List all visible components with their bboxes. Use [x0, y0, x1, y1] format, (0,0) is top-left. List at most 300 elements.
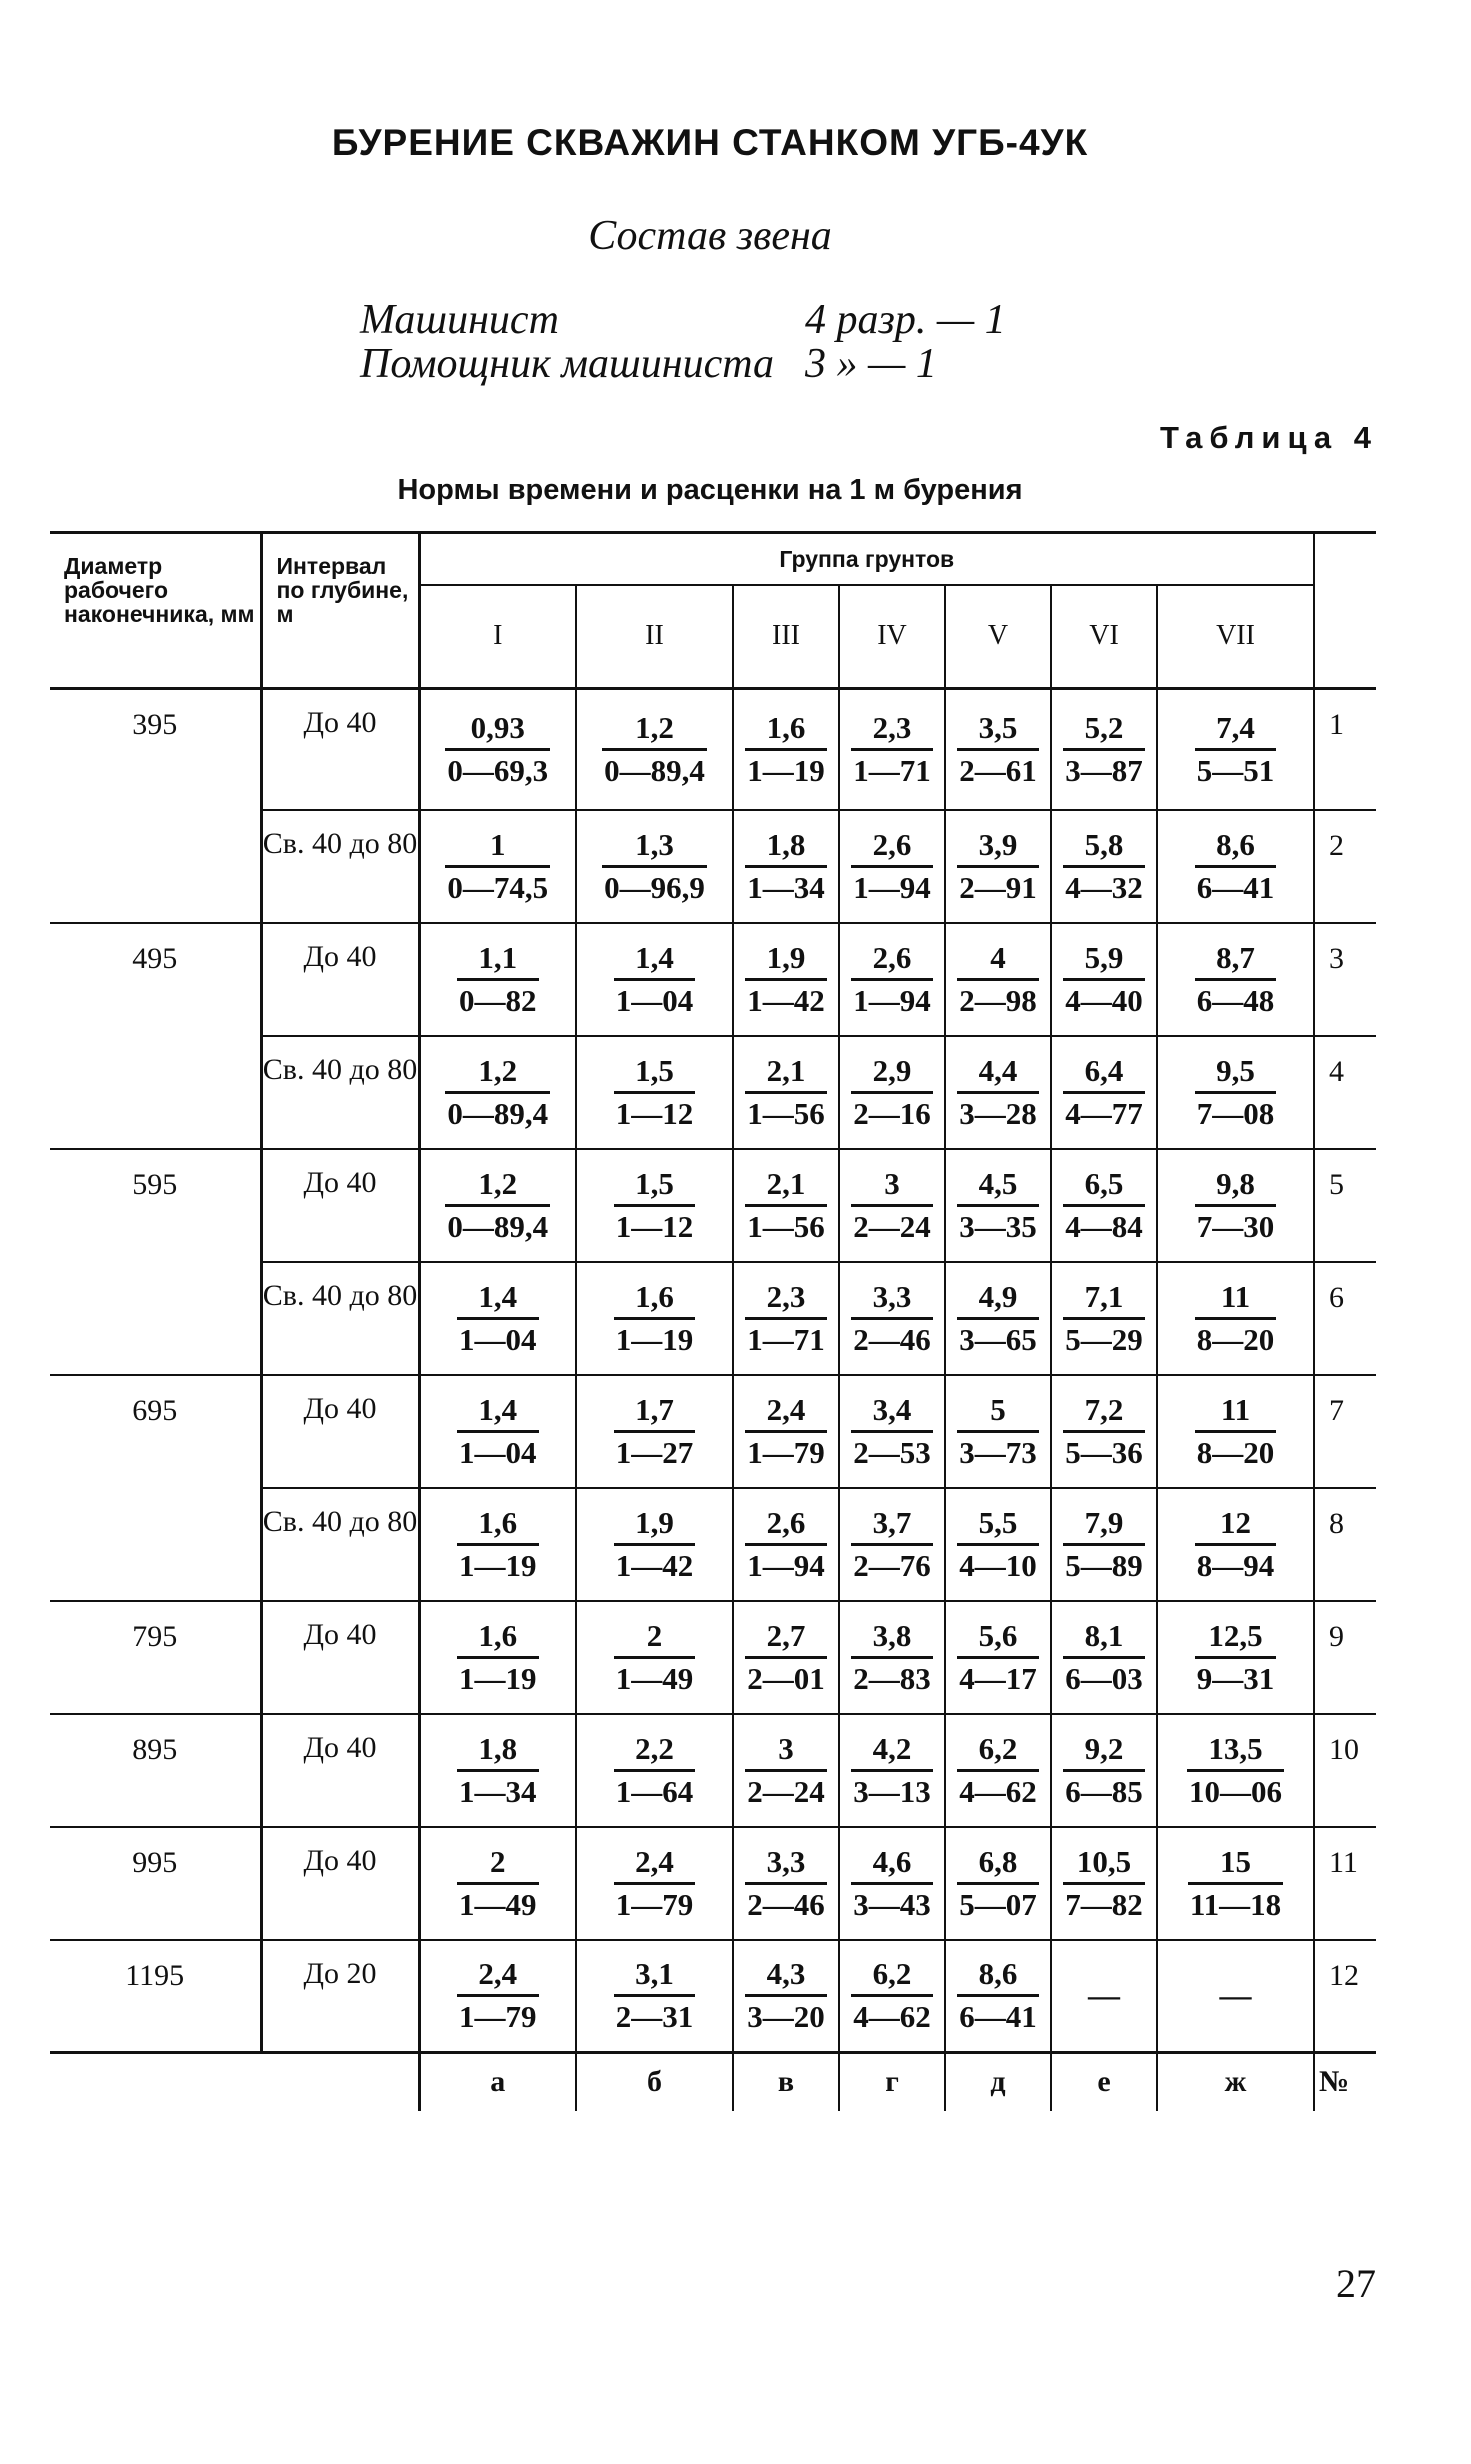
norm-cell [733, 1940, 839, 2053]
fraction [614, 1390, 696, 1473]
row-number: 11 [1314, 1827, 1376, 1940]
fraction [1195, 825, 1277, 908]
diameter-cell: 395 [50, 689, 261, 810]
fraction [602, 825, 707, 908]
fraction [851, 1164, 933, 1247]
norm-cell [1157, 1375, 1314, 1488]
rate: 1—94 [853, 982, 931, 1018]
table-row [50, 1262, 1376, 1375]
fraction [745, 1729, 827, 1812]
rate: 2—83 [853, 1660, 931, 1696]
rate: 6—03 [1065, 1660, 1143, 1696]
row-number: 12 [1314, 1940, 1376, 2053]
time-norm: 1,9 [614, 1503, 696, 1546]
rate: 1—42 [747, 982, 825, 1018]
norm-cell [733, 810, 839, 923]
norm-cell [839, 1036, 945, 1149]
norm-cell [733, 923, 839, 1036]
fraction [745, 1616, 827, 1699]
norm-cell [419, 1036, 576, 1149]
time-norm: 5,8 [1063, 825, 1145, 868]
rate: 3—13 [853, 1773, 931, 1809]
soil-group-3: III [733, 585, 839, 689]
rate: 1—79 [615, 1886, 694, 1922]
norm-cell [945, 1827, 1051, 1940]
crew-grade-2: 3 » — 1 [805, 341, 937, 387]
time-norm: 8,6 [1195, 825, 1277, 868]
norm-cell [576, 1488, 733, 1601]
interval-cell: До 40 [261, 689, 419, 810]
fraction [1195, 1503, 1277, 1586]
norm-cell [576, 810, 733, 923]
norm-cell [945, 1149, 1051, 1262]
time-norm: 3,7 [851, 1503, 933, 1546]
fraction [614, 1503, 696, 1586]
interval-cell: Св. 40 до 80 [261, 1262, 419, 1375]
norm-cell [945, 1940, 1051, 2053]
fraction [614, 1051, 696, 1134]
norm-cell [419, 1940, 576, 2053]
norm-cell [1051, 689, 1157, 810]
norm-cell [945, 1036, 1051, 1149]
interval-cell: Св. 40 до 80 [261, 810, 419, 923]
number-sign: № [1319, 2065, 1350, 2099]
rate: 1—19 [747, 752, 825, 788]
norm-cell [1051, 1149, 1157, 1262]
fraction [457, 1842, 539, 1925]
time-norm: 3,4 [851, 1390, 933, 1433]
fraction [745, 1164, 827, 1247]
norm-cell [733, 1827, 839, 1940]
time-norm: 15 [1188, 1842, 1283, 1885]
rate: 2—46 [853, 1321, 931, 1357]
norm-cell [576, 1714, 733, 1827]
diameter-header: Диаметр рабочего наконечника, мм [50, 533, 261, 689]
fraction [851, 708, 933, 791]
time-norm: 2,7 [745, 1616, 827, 1659]
fraction [445, 708, 550, 791]
fraction [1063, 1503, 1145, 1586]
norm-cell [733, 689, 839, 810]
rate: 7—08 [1196, 1095, 1275, 1131]
norm-cell [1157, 1601, 1314, 1714]
time-norm: 5 [957, 1390, 1039, 1433]
time-norm: 7,9 [1063, 1503, 1145, 1546]
rate: 1—12 [615, 1208, 694, 1244]
time-norm: 5,6 [957, 1616, 1039, 1659]
time-norm: 8,1 [1063, 1616, 1145, 1659]
soil-group-header: Группа грунтов [419, 533, 1314, 585]
time-norm: 1,4 [457, 1277, 539, 1320]
diameter-cell: 795 [50, 1601, 261, 1714]
norm-cell [576, 1036, 733, 1149]
crew-grade-1: 4 разр. — 1 [805, 297, 1006, 343]
fraction [745, 1390, 827, 1473]
diameter-cell: 895 [50, 1714, 261, 1827]
rate: 2—01 [747, 1660, 825, 1696]
table-number: Таблица 4 [1159, 420, 1378, 455]
rate: 3—87 [1065, 752, 1143, 788]
column-letters-row [50, 2053, 1376, 2111]
norm-cell [576, 689, 733, 810]
norm-cell [839, 1940, 945, 2053]
interval-cell: До 40 [261, 1714, 419, 1827]
norm-cell [1051, 1375, 1157, 1488]
crew-role-2: Помощник машиниста [360, 341, 775, 387]
norm-cell [1051, 1827, 1157, 1940]
interval-cell: Св. 40 до 80 [261, 1036, 419, 1149]
norm-cell [1051, 923, 1157, 1036]
time-norm: 3,9 [957, 825, 1039, 868]
rate: 1—34 [459, 1773, 537, 1809]
fraction [957, 825, 1039, 908]
fraction [851, 1954, 933, 2037]
rate: 1—94 [747, 1547, 825, 1583]
time-norm: 8,7 [1195, 938, 1277, 981]
time-norm: 5,5 [957, 1503, 1039, 1546]
fraction [1195, 1616, 1277, 1699]
time-norm: 6,2 [851, 1954, 933, 1997]
rate: 2—24 [853, 1208, 931, 1244]
time-norm: 4 [957, 938, 1039, 981]
soil-group-4: IV [839, 585, 945, 689]
row-number: 6 [1314, 1262, 1376, 1375]
fraction [851, 1842, 933, 1925]
norm-cell [576, 1262, 733, 1375]
fraction [957, 1842, 1039, 1925]
fraction [1195, 1390, 1277, 1473]
rate: 3—35 [959, 1208, 1037, 1244]
rate: 5—07 [959, 1886, 1037, 1922]
norm-cell [839, 1262, 945, 1375]
time-norm: 2,1 [745, 1164, 827, 1207]
norm-cell [733, 1149, 839, 1262]
rate: 1—64 [615, 1773, 694, 1809]
norm-cell [733, 1488, 839, 1601]
interval-header: Интервал по глубине, м [261, 533, 419, 689]
norm-cell [419, 923, 576, 1036]
row-number: 5 [1314, 1149, 1376, 1262]
column-letter: д [945, 2053, 1051, 2111]
norm-cell [419, 1601, 576, 1714]
soil-group-6: VI [1051, 585, 1157, 689]
norm-cell [1051, 1714, 1157, 1827]
rate: 2—76 [853, 1547, 931, 1583]
norm-cell [576, 1601, 733, 1714]
norm-cell [576, 1940, 733, 2053]
fraction [745, 1277, 827, 1360]
time-norm: 4,6 [851, 1842, 933, 1885]
rate: 8—20 [1196, 1434, 1275, 1470]
diameter-cell: 695 [50, 1375, 261, 1488]
norm-cell [419, 1149, 576, 1262]
time-norm: 1,4 [614, 938, 696, 981]
time-norm: 4,2 [851, 1729, 933, 1772]
interval-cell: До 40 [261, 1827, 419, 1940]
footer-blank [261, 2053, 419, 2111]
table-row [50, 810, 1376, 923]
table-row [50, 1601, 1376, 1714]
time-norm: 3,8 [851, 1616, 933, 1659]
time-norm: 9,5 [1195, 1051, 1277, 1094]
norm-cell [839, 1601, 945, 1714]
fraction [1187, 1729, 1284, 1812]
rate: 4—40 [1065, 982, 1143, 1018]
time-norm: 3,5 [957, 708, 1039, 751]
norm-cell [1157, 1262, 1314, 1375]
fraction [851, 1503, 933, 1586]
row-number: 2 [1314, 810, 1376, 923]
fraction [1063, 1842, 1145, 1925]
fraction [602, 708, 707, 791]
norm-cell [1157, 923, 1314, 1036]
fraction [851, 1616, 933, 1699]
norm-cell [733, 1714, 839, 1827]
norm-cell [576, 1827, 733, 1940]
time-norm: 5,9 [1063, 938, 1145, 981]
fraction [1063, 938, 1145, 1021]
rate: 4—17 [959, 1660, 1037, 1696]
rate: 1—49 [615, 1660, 694, 1696]
fraction [957, 1503, 1039, 1586]
norm-cell [576, 923, 733, 1036]
fraction [445, 1164, 550, 1247]
time-norm: 2,6 [851, 825, 933, 868]
time-norm: 3 [745, 1729, 827, 1772]
norm-cell [419, 1827, 576, 1940]
rate: 0—89,4 [447, 1208, 549, 1244]
table-caption: Нормы времени и расценки на 1 м бурения [397, 474, 1023, 506]
rate: 2—61 [959, 752, 1037, 788]
time-norm: 2,4 [614, 1842, 696, 1885]
time-norm: 9,8 [1195, 1164, 1277, 1207]
fraction [1063, 1616, 1145, 1699]
rate: 2—91 [959, 869, 1037, 905]
norm-cell [945, 1375, 1051, 1488]
diameter-cell: 495 [50, 923, 261, 1036]
time-norm: 1,2 [445, 1051, 550, 1094]
norms-table [50, 531, 1376, 2111]
rate: 0—82 [459, 982, 537, 1018]
crew-role-1: Машинист [360, 297, 559, 343]
norm-cell [1157, 1827, 1314, 1940]
crew-heading: Состав звена [588, 213, 832, 259]
rate: 4—77 [1065, 1095, 1143, 1131]
time-norm: 1,6 [457, 1616, 539, 1659]
fraction [957, 1277, 1039, 1360]
row-number: 10 [1314, 1714, 1376, 1827]
time-norm: 4,9 [957, 1277, 1039, 1320]
time-norm: 1,5 [614, 1051, 696, 1094]
fraction [1195, 1164, 1277, 1247]
soil-group-2: II [576, 585, 733, 689]
norm-cell [945, 689, 1051, 810]
table-row [50, 923, 1376, 1036]
rate: 1—34 [747, 869, 825, 905]
diameter-cell [50, 1036, 261, 1149]
norm-cell [945, 1262, 1051, 1375]
time-norm: 1,1 [457, 938, 539, 981]
row-number: 4 [1314, 1036, 1376, 1149]
rate: 1—27 [615, 1434, 694, 1470]
rate: 0—89,4 [447, 1095, 549, 1131]
table-row [50, 1827, 1376, 1940]
table-row [50, 1149, 1376, 1262]
rate: 4—62 [959, 1773, 1037, 1809]
footer-blank [50, 2053, 261, 2111]
time-norm: 1,3 [602, 825, 707, 868]
time-norm: 4,3 [745, 1954, 827, 1997]
norm-cell [945, 810, 1051, 923]
column-letter: б [576, 2053, 733, 2111]
fraction [614, 938, 696, 1021]
norm-cell [945, 923, 1051, 1036]
time-norm: 1,5 [614, 1164, 696, 1207]
number-header-blank [1314, 533, 1376, 689]
rate: 3—73 [959, 1434, 1037, 1470]
time-norm: 2,3 [851, 708, 933, 751]
norm-cell [576, 1149, 733, 1262]
time-norm: 7,1 [1063, 1277, 1145, 1320]
norm-cell [945, 1601, 1051, 1714]
fraction [457, 1729, 539, 1812]
time-norm: 1 [445, 825, 550, 868]
fraction [1063, 1390, 1145, 1473]
norm-cell [419, 1714, 576, 1827]
time-norm: 4,4 [957, 1051, 1039, 1094]
table-row [50, 689, 1376, 810]
page-title: БУРЕНИЕ СКВАЖИН СТАНКОМ УГБ-4УК [331, 122, 1089, 163]
fraction [457, 1616, 539, 1699]
fraction [957, 1729, 1039, 1812]
fraction [1195, 1051, 1277, 1134]
time-norm: 10,5 [1063, 1842, 1145, 1885]
rate: 7—30 [1196, 1208, 1275, 1244]
time-norm: 1,6 [745, 708, 827, 751]
fraction [1063, 1729, 1145, 1812]
diameter-cell: 995 [50, 1827, 261, 1940]
interval-cell: До 40 [261, 1149, 419, 1262]
norm-cell [839, 810, 945, 923]
fraction [851, 1390, 933, 1473]
norm-cell [839, 1488, 945, 1601]
fraction [1063, 708, 1145, 791]
row-number: 7 [1314, 1375, 1376, 1488]
norm-cell [1051, 1940, 1157, 2053]
rate: 10—06 [1189, 1773, 1282, 1809]
norm-cell [1157, 1149, 1314, 1262]
rate: 1—42 [615, 1547, 694, 1583]
fraction [445, 1051, 550, 1134]
column-letter: ж [1157, 2053, 1314, 2111]
norm-cell [839, 923, 945, 1036]
rate: 1—04 [615, 982, 694, 1018]
fraction [614, 1616, 696, 1699]
rate: 6—85 [1065, 1773, 1143, 1809]
norm-cell [1157, 1714, 1314, 1827]
time-norm: 1,6 [457, 1503, 539, 1546]
rate: 0—69,3 [447, 752, 549, 788]
time-norm: 9,2 [1063, 1729, 1145, 1772]
fraction [1063, 1164, 1145, 1247]
interval-cell: До 40 [261, 923, 419, 1036]
norm-cell [1051, 1036, 1157, 1149]
time-norm: 2,4 [745, 1390, 827, 1433]
fraction [957, 1616, 1039, 1699]
fraction [457, 1503, 539, 1586]
norm-cell [1157, 689, 1314, 810]
norm-cell [733, 1375, 839, 1488]
rate: 4—84 [1065, 1208, 1143, 1244]
diameter-cell [50, 1488, 261, 1601]
rate: 0—74,5 [447, 869, 549, 905]
norm-cell [1051, 1601, 1157, 1714]
fraction [957, 1051, 1039, 1134]
fraction [614, 1842, 696, 1925]
diameter-cell [50, 810, 261, 923]
norm-cell [839, 1827, 945, 1940]
fraction [1063, 1277, 1145, 1360]
norm-cell [1157, 1488, 1314, 1601]
norm-cell [839, 1714, 945, 1827]
interval-cell: Св. 40 до 80 [261, 1488, 419, 1601]
rate: 11—18 [1189, 1886, 1282, 1922]
time-norm: 11 [1195, 1277, 1277, 1320]
rate: 2—53 [853, 1434, 931, 1470]
time-norm: 6,5 [1063, 1164, 1145, 1207]
diameter-cell: 595 [50, 1149, 261, 1262]
time-norm: 1,9 [745, 938, 827, 981]
time-norm: 7,4 [1195, 708, 1277, 751]
time-norm: 1,8 [457, 1729, 539, 1772]
rate: 1—71 [853, 752, 931, 788]
table-row [50, 1714, 1376, 1827]
fraction [1188, 1842, 1283, 1925]
fraction [851, 1729, 933, 1812]
fraction [957, 938, 1039, 1021]
time-norm: 1,8 [745, 825, 827, 868]
time-norm: 12 [1195, 1503, 1277, 1546]
fraction [614, 1277, 696, 1360]
time-norm: 3,3 [851, 1277, 933, 1320]
rate: 2—16 [853, 1095, 931, 1131]
rate: 1—79 [459, 1999, 537, 2035]
interval-cell: До 40 [261, 1375, 419, 1488]
fraction [445, 825, 550, 908]
table-row [50, 1488, 1376, 1601]
norm-cell [1051, 810, 1157, 923]
row-number: 3 [1314, 923, 1376, 1036]
fraction [745, 938, 827, 1021]
norm-cell [419, 810, 576, 923]
norm-cell [839, 1375, 945, 1488]
rate: 4—10 [959, 1547, 1037, 1583]
norm-cell [945, 1714, 1051, 1827]
table-row [50, 1036, 1376, 1149]
soil-group-5: V [945, 585, 1051, 689]
fraction [457, 1954, 539, 2037]
fraction [957, 1164, 1039, 1247]
rate: 1—04 [459, 1434, 537, 1470]
rate: 1—19 [459, 1547, 537, 1583]
fraction [851, 1051, 933, 1134]
fraction [745, 825, 827, 908]
rate: 5—51 [1196, 752, 1275, 788]
rate: 2—98 [959, 982, 1037, 1018]
rate: 1—04 [459, 1321, 537, 1357]
rate: 5—29 [1065, 1321, 1143, 1357]
rate: 1—71 [747, 1321, 825, 1357]
